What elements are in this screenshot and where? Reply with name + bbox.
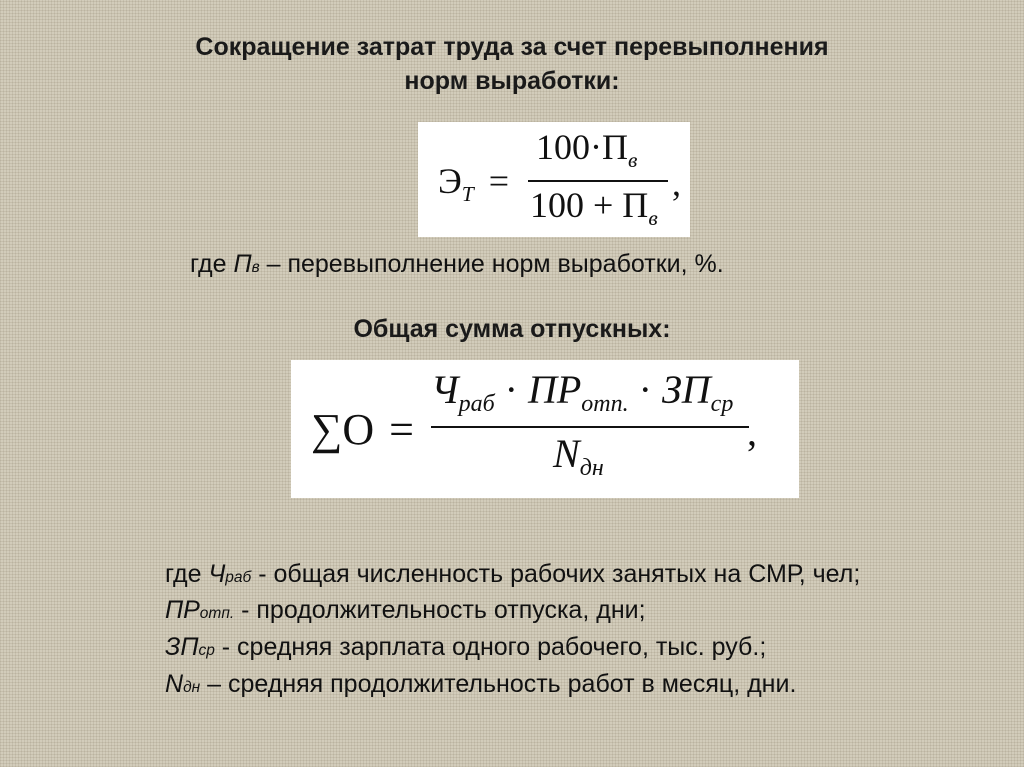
formula2-comma: , <box>747 409 757 454</box>
note-item-sub: отп. <box>199 605 235 622</box>
note-symbol-sub: в <box>251 259 260 276</box>
note-item <box>165 631 766 667</box>
note-item-sub: дн <box>183 679 201 696</box>
note-overfulfillment <box>190 248 724 284</box>
note-item <box>165 668 796 704</box>
note-item <box>165 594 646 630</box>
heading-line-2: норм выработки: <box>404 67 620 95</box>
formula2-fraction-bar <box>431 426 749 428</box>
formula1-comma: , <box>672 163 681 203</box>
note-item-symbol: ПР <box>165 596 200 624</box>
note-item-text: - продолжительность отпуска, дни; <box>234 596 646 624</box>
note-item-sub: ср <box>198 642 215 659</box>
formula2-lhs: ∑O = <box>311 405 414 454</box>
note-symbol: П <box>233 250 252 278</box>
note-item-symbol: Ч <box>208 560 226 588</box>
note-item-text: - общая численность рабочих занятых на СМР, чел; <box>251 560 861 588</box>
formula1-lhs: $Э_Т$ = <box>438 161 510 206</box>
note-item-symbol: N <box>165 670 184 698</box>
formula2-denominator: $N_{дн}$ <box>553 431 604 482</box>
note-item-text: - средняя зарплата одного рабочего, тыс. руб.; <box>214 633 767 661</box>
note-item <box>165 558 860 594</box>
heading-vacation-sum: Общая сумма отпускных: <box>353 315 671 343</box>
formula1-numerator: $100\cdot П_в$ <box>536 127 638 172</box>
formula-vacation-sum <box>291 360 799 498</box>
note-item-symbol: ЗП <box>165 633 199 661</box>
note-item-prefix: где <box>165 560 209 588</box>
formula1-fraction-bar <box>528 180 668 182</box>
heading-labor-savings <box>140 30 884 98</box>
formula1-denominator: $100 + П_в$ <box>530 185 658 230</box>
note-text: – перевыполнение норм выработки, %. <box>259 250 724 278</box>
note-prefix: где <box>190 250 234 278</box>
heading-line-1: Сокращение затрат труда за счет перевыполнения <box>195 33 829 61</box>
note-item-text: – средняя продолжительность работ в месяц, дни. <box>200 670 797 698</box>
formula-labor-savings <box>418 122 690 237</box>
note-item-sub: раб <box>225 569 252 586</box>
formula2-numerator: $Ч_{раб} \cdot ПР_{отп.} \cdot ЗП_{ср}$ <box>431 367 734 418</box>
